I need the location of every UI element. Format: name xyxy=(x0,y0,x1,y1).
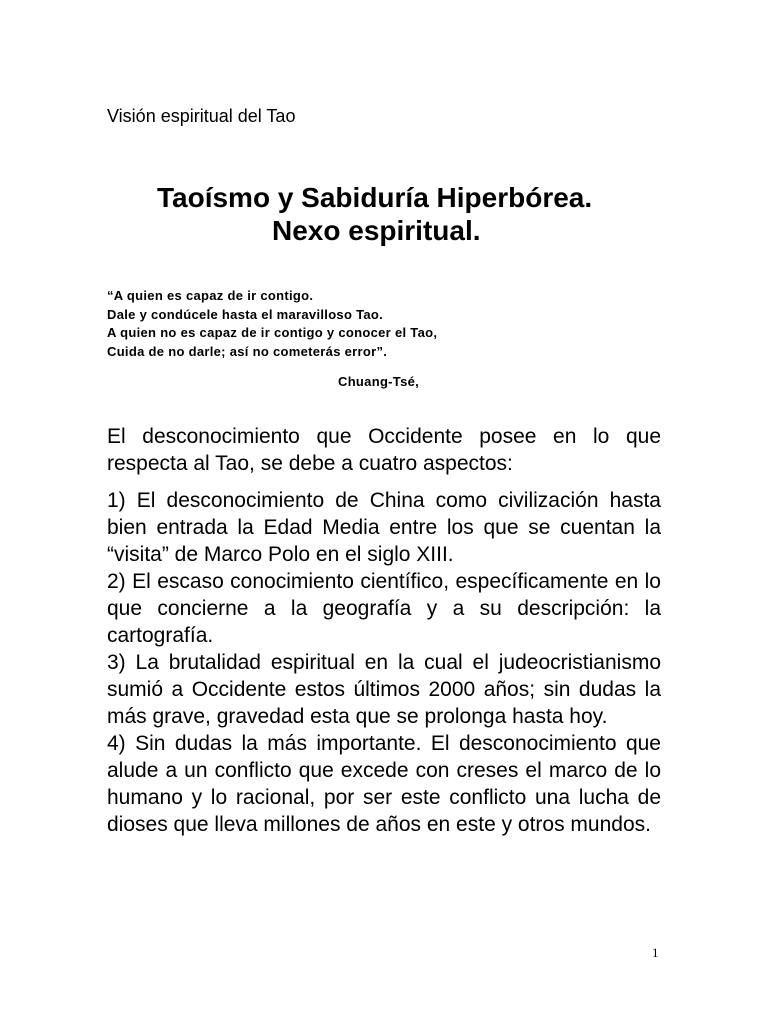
epigraph-author: Chuang-Tsé, xyxy=(338,374,420,389)
intro-paragraph: El desconocimiento que Occidente posee en lo que respecta al Tao, se debe a cuatro aspectos: xyxy=(107,425,661,475)
list-item-3: 3) La brutalidad espiritual en la cual el judeocristianismo sumió a Occidente estos últimos 2000 años; sin dudas la más grave, gravedad esta que se prolonga hasta hoy. xyxy=(107,651,661,728)
body-text xyxy=(107,423,661,838)
title-line-2: Nexo espiritual. xyxy=(272,215,481,246)
page-number: 1 xyxy=(652,945,659,960)
epigraph-line: “A quien es capaz de ir contigo. xyxy=(107,288,314,303)
list-item-1: 1) El desconocimiento de China como civilización hasta bien entrada la Edad Media entre los que se cuentan la “visita” de Marco Polo en el siglo XIII. xyxy=(107,489,661,566)
title-line-1: Taoísmo y Sabiduría Hiperbórea. xyxy=(157,182,593,213)
document-title xyxy=(107,181,667,247)
list-item-2: 2) El escaso conocimiento científico, específicamente en lo que concierne a la geografía y a su descripción: la cartografía. xyxy=(107,570,661,647)
epigraph-line: A quien no es capaz de ir contigo y conocer el Tao, xyxy=(107,325,438,340)
epigraph xyxy=(107,287,667,361)
epigraph-line: Dale y condúcele hasta el maravilloso Tao. xyxy=(107,306,384,322)
running-header: Visión espiritual del Tao xyxy=(107,106,296,126)
epigraph-line: Cuida de no darle; así no cometerás error”. xyxy=(107,343,388,359)
list-item-4: 4) Sin dudas la más importante. El desconocimiento que alude a un conflicto que excede con creses el marco de lo humano y lo racional, por ser este conflicto una lucha de dioses que lleva millones de años en este y otros mundos. xyxy=(107,732,661,836)
